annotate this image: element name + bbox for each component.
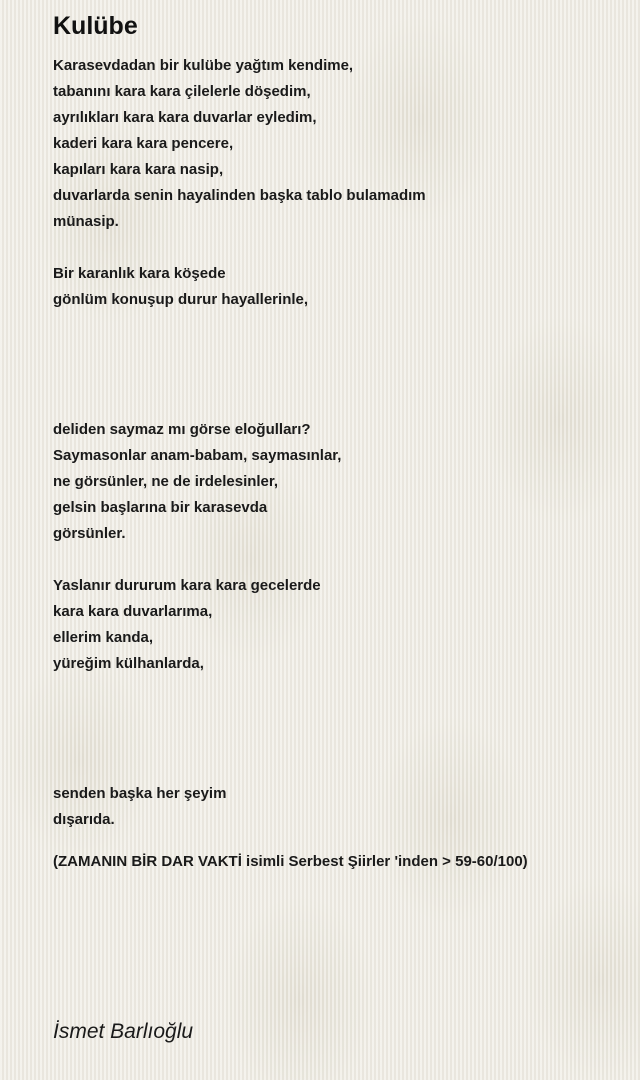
- poem-source: (ZAMANIN BİR DAR VAKTİ isimli Serbest Şiirler 'inden > 59-60/100): [53, 853, 528, 870]
- poem-line: yüreğim külhanlarda,: [53, 655, 204, 672]
- poem-line: [53, 547, 623, 573]
- poem-line: [53, 729, 623, 755]
- poem-body: [53, 53, 623, 833]
- poem-line: Yaslanır dururum kara kara gecelerde: [53, 577, 321, 594]
- poem-line: duvarlarda senin hayalinden başka tablo bulamadım: [53, 187, 426, 204]
- poem-line: kara kara duvarlarıma,: [53, 603, 213, 620]
- poem-line: [53, 755, 623, 781]
- poem-line: görsünler.: [53, 525, 126, 542]
- poem-line: senden başka her şeyim: [53, 785, 227, 802]
- poem-line: tabanını kara kara çilelerle döşedim,: [53, 83, 311, 100]
- poem-line: [53, 703, 623, 729]
- poem-line: [53, 313, 623, 339]
- poem-line: Karasevdadan bir kulübe yağtım kendime,: [53, 57, 354, 74]
- poem-line: deliden saymaz mı görse eloğulları?: [53, 421, 311, 438]
- poem-line: münasip.: [53, 213, 119, 230]
- poem-line: [53, 677, 623, 703]
- poem-line: gönlüm konuşup durur hayallerinle,: [53, 291, 309, 308]
- poem-line: ellerim kanda,: [53, 629, 154, 646]
- poem-author: İsmet Barlıoğlu: [53, 1020, 194, 1043]
- poem-line: Saymasonlar anam-babam, saymasınlar,: [53, 447, 342, 464]
- poem-line: [53, 391, 623, 417]
- poem-line: [53, 235, 623, 261]
- poem-line: [53, 339, 623, 365]
- poem-line: [53, 365, 623, 391]
- poem-line: gelsin başlarına bir karasevda: [53, 499, 268, 516]
- poem-title: Kulübe: [53, 12, 138, 40]
- poem-line: ne görsünler, ne de irdelesinler,: [53, 473, 279, 490]
- poem-line: kaderi kara kara pencere,: [53, 135, 234, 152]
- poem-line: Bir karanlık kara köşede: [53, 265, 226, 282]
- poem-line: dışarıda.: [53, 811, 115, 828]
- poem-page: [53, 10, 623, 833]
- poem-line: ayrılıkları kara kara duvarlar eyledim,: [53, 109, 317, 126]
- poem-line: kapıları kara kara nasip,: [53, 161, 224, 178]
